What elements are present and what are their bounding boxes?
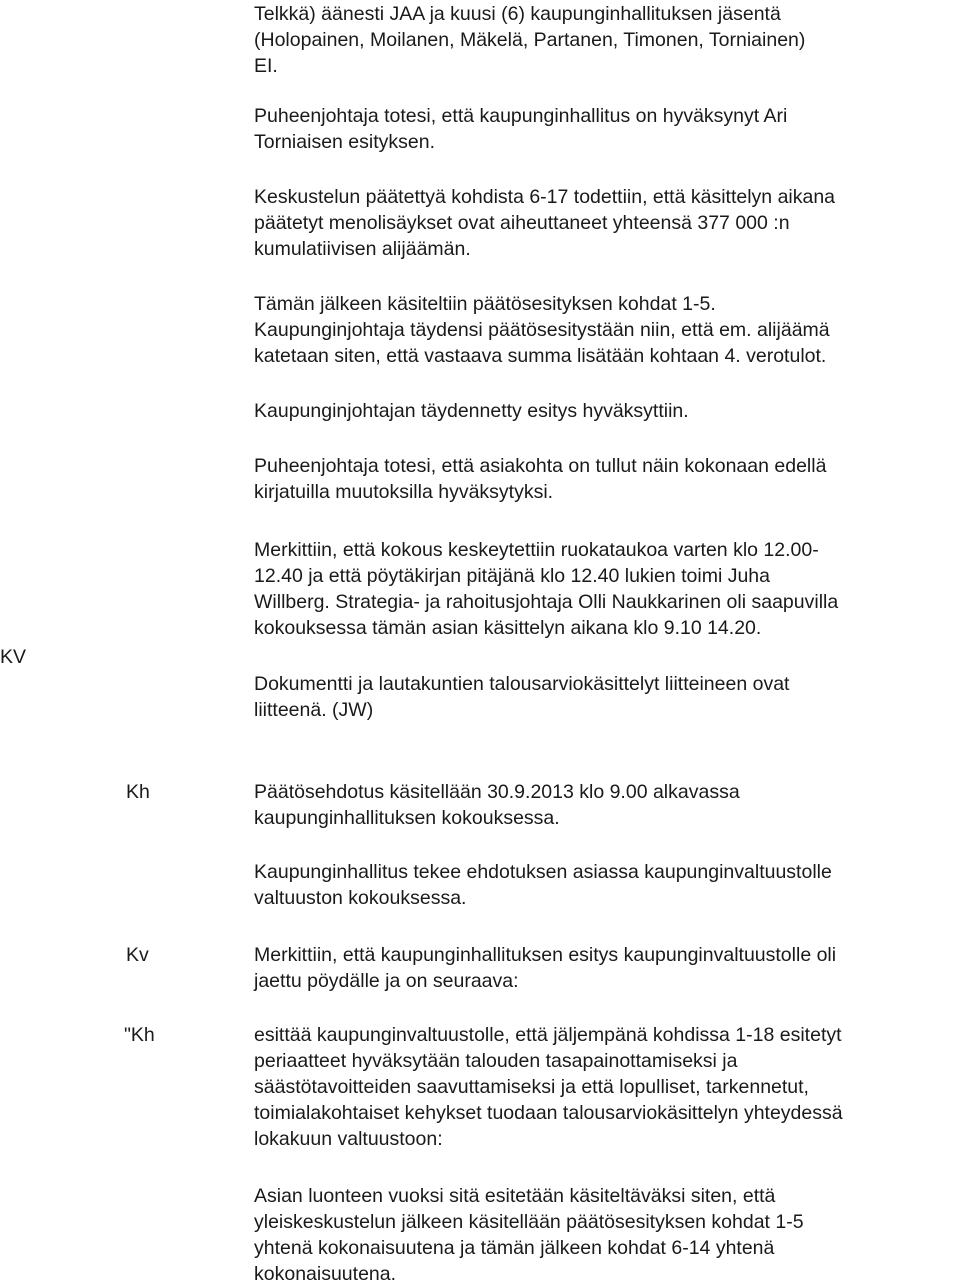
- paragraph-attachments: Dokumentti ja lautakuntien talousarviokäsittelyt liitteineen ovat liitteenä. (JW): [254, 673, 790, 721]
- margin-label-kh: Kh: [126, 781, 150, 803]
- paragraph-decision-proposal: Päätösehdotus käsitellään 30.9.2013 klo 9.00 alkavassa kaupunginhallituksen kokouksessa.: [254, 781, 740, 829]
- paragraph-deficit: Keskustelun päätettyä kohdista 6-17 todettiin, että käsittelyn aikana päätetyt menolisäykset ovat aiheuttaneet yhteensä 377 000 :n kumulatiivisen alijäämän.: [254, 186, 836, 260]
- paragraph-proposal-items: Tämän jälkeen käsiteltiin päätösesityksen kohdat 1-5. Kaupunginjohtaja täydensi päätösesitystään niin, että em. alijäämä katetaan siten, että vastaava summa lisätään kohtaan 4. verotulot.: [254, 293, 830, 367]
- margin-label-kv-upper: KV: [0, 646, 27, 668]
- paragraph-council-proposal: Kaupunginhallitus tekee ehdotuksen asiassa kaupunginvaltuustolle valtuuston kokouksessa.: [254, 861, 832, 909]
- paragraph-lunch-break: Merkittiin, että kokous keskeytettiin ruokataukoa varten klo 12.00- 12.40 ja että pöytäkirjan pitäjänä klo 12.40 lukien toimi Juha Willberg. Strategia- ja rahoitusjohtaja Olli Naukkarinen oli saapuvilla kokouksessa tämän asian käsittelyn aikana klo 9.10 14.20.: [254, 539, 839, 639]
- paragraph-distributed: Merkittiin, että kaupunginhallituksen esitys kaupunginvaltuustolle oli jaettu pöydälle ja on seuraava:: [254, 944, 837, 992]
- paragraph-approved: Kaupunginjohtajan täydennetty esitys hyväksyttiin.: [254, 400, 689, 422]
- paragraph-chair-statement: Puheenjohtaja totesi, että kaupunginhallitus on hyväksynyt Ari Torniaisen esityksen.: [254, 105, 788, 153]
- paragraph-handling-order: Asian luonteen vuoksi sitä esitetään käsiteltäväksi siten, että yleiskeskustelun jälkeen käsitellään päätösesityksen kohdat 1-5 yhtenä kokonaisuutena ja tämän jälkeen kohdat 6-14 yhtenä kokonaisuutena.: [254, 1185, 804, 1285]
- paragraph-principles: esittää kaupunginvaltuustolle, että jäljempänä kohdissa 1-18 esitetyt periaatteet hyväksytään talouden tasapainottamiseksi ja säästötavoitteiden saavuttamiseksi ja että lopulliset, tarkennetut, toimialakohtaiset kehykset tuodaan talousarviokäsittelyn yhteydessä lokakuun valtuustoon:: [254, 1024, 843, 1150]
- margin-label-quote-kh: "Kh: [124, 1024, 155, 1046]
- margin-label-kv: Kv: [126, 944, 149, 966]
- paragraph-item-approved: Puheenjohtaja totesi, että asiakohta on tullut näin kokonaan edellä kirjatuilla muutoksilla hyväksytyksi.: [254, 455, 827, 503]
- paragraph-vote-result: Telkkä) äänesti JAA ja kuusi (6) kaupunginhallituksen jäsentä (Holopainen, Moilanen, Mäkelä, Partanen, Timonen, Torniainen) EI.: [254, 3, 806, 77]
